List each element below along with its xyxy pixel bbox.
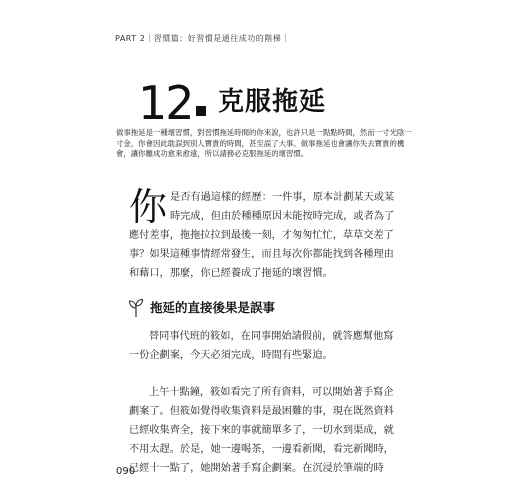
opening-paragraph-text: 是否有過這樣的經歷：一件事，原本計劃某天或某時完成，但由於種種原因未能按時完成，或者為了應付差事，拖拖拉拉到最後一刻，才匆匆忙忙，草草交差了事？如果這種事情經常發生，而且每次你都能找到各種理由和藉口，那麼，你已經養成了拖延的壞習慣。 — [129, 192, 395, 279]
running-head: PART 2｜習慣篇：好習慣是通往成功的階梯｜ — [115, 34, 290, 43]
body-paragraph-text: 替同事代班的筱如，在同事開始請假前，就答應幫他寫一份企劃案，今天必須完成，時間有些緊迫。 — [129, 331, 394, 361]
chapter-intro: 做事拖延是一種壞習慣，對習慣拖延時間的你來說，也許只是一點點時間，然而一寸光陰一寸金，你會因此耽誤到別人寶貴的時間，甚至誤了大事。做事拖延也會讓你失去寶貴的機會，讓你離成功愈來愈遠，所以請務必克服拖延的壞習慣。 — [116, 128, 412, 158]
chapter-title: 克服拖延 — [218, 87, 327, 117]
body-paragraph — [129, 383, 397, 478]
body-paragraph-text: 上午十點鐘，筱如看完了所有資料，可以開始著手寫企劃案了。但筱如覺得收集資料是最困難的事，現在既然資料已經收集齊全，接下來的事就簡單多了，一切水到渠成，就不用太趕。於是，她一邊喝茶，一邊看新聞，看完新聞時，已經十一點了，她開始著手寫企劃案。在沉浸於筆端的時 — [129, 387, 394, 474]
page-number: 090 — [116, 466, 136, 477]
sprout-icon — [128, 298, 144, 318]
drop-cap: 你 — [129, 185, 168, 229]
opening-paragraph — [129, 185, 397, 283]
chapter-number-dot — [196, 106, 206, 116]
chapter-number: 12 — [138, 76, 193, 130]
body-paragraph — [129, 327, 397, 365]
section-title: 拖延的直接後果是誤事 — [150, 300, 276, 315]
